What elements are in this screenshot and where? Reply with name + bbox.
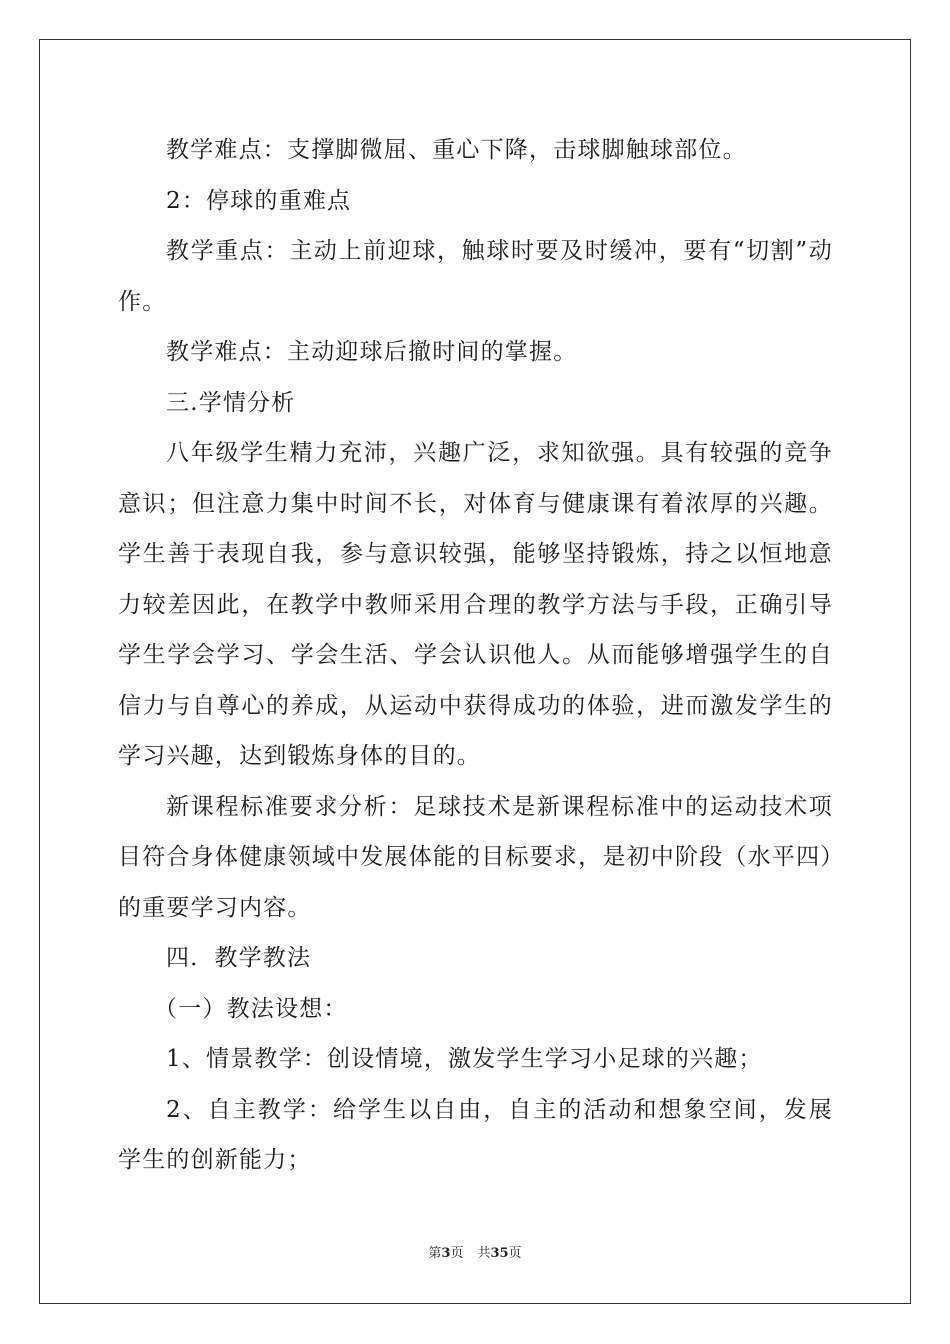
section-heading-student-analysis: 三.学情分析: [166, 389, 296, 416]
section-heading-teaching-methods: 四．教学教法: [166, 945, 312, 971]
page-number: 3: [441, 1246, 451, 1261]
total-pages: 35: [490, 1246, 509, 1261]
document-body: [118, 125, 833, 1186]
paragraph-student-analysis: 八年级学生精力充沛，兴趣广泛，求知欲强。具有较强的竞争意识；但注意力集中时间不长，对体育与健康课有着浓厚的兴趣。学生善于表现自我，参与意识较强，能够坚持锻炼，持之以恒地意力较差因此，在教学中教师采用合理的教学方法与手段，正确引导学生学会学习、学会生活、学会认识他人。从而能够增强学生的自信力与自尊心的养成，从运动中获得成功的体验，进而激发学生的学习兴趣，达到锻炼身体的目的。: [118, 440, 833, 769]
paragraph-teaching-difficulty-trap: 教学难点：主动迎球后撤时间的掌握。: [166, 339, 578, 365]
paragraph-curriculum-analysis: 新课程标准要求分析：足球技术是新课程标准中的运动技术项目符合身体健康领域中发展体能的目标要求，是初中阶段（水平四）的重要学习内容。: [118, 793, 833, 921]
total-prefix: 共: [477, 1246, 491, 1261]
paragraph-teaching-difficulty-kick: 教学难点：支撑脚微屈、重心下降，击球脚触球部位。: [166, 137, 747, 163]
list-item-autonomous-teaching: 2、自主教学：给学生以自由，自主的活动和想象空间，发展学生的创新能力；: [118, 1096, 833, 1173]
page-suffix: 页: [450, 1246, 464, 1261]
list-item-scenario-teaching: 1、情景教学：创设情境，激发学生学习小足球的兴趣；: [166, 1046, 763, 1072]
page-prefix: 第: [428, 1246, 442, 1261]
subheading-method-ideas: （一）教法设想：: [154, 995, 348, 1022]
paragraph-trapping-heading: 2：停球的重难点: [166, 187, 352, 214]
total-suffix: 页: [508, 1246, 522, 1261]
page-footer: [0, 1242, 950, 1261]
paragraph-teaching-focus-trap: 教学重点：主动上前迎球，触球时要及时缓冲，要有“切割”动作。: [118, 238, 833, 315]
